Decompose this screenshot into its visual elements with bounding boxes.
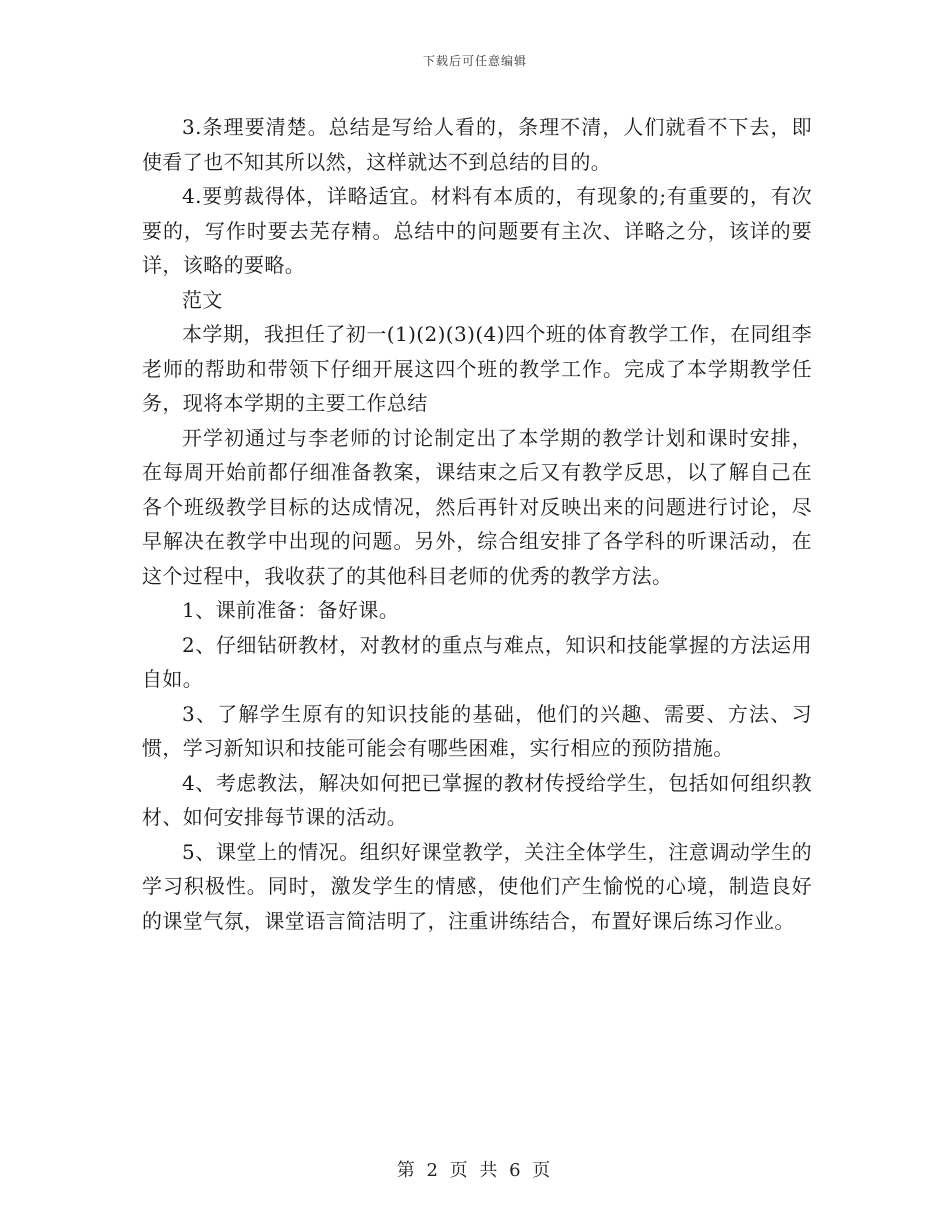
page-header: 下载后可任意编辑 <box>422 54 527 68</box>
paragraph-clarity: 3.条理要清楚。总结是写给人看的，条理不清，人们就看不下去，即使看了也不知其所以然，这样就达不到总结的目的。 <box>142 115 812 174</box>
paragraph-semester-intro: 本学期，我担任了初一(1)(2)(3)(4)四个班的体育教学工作，在同组李老师的帮助和带领下仔细开展这四个班的教学工作。完成了本学期教学任务，现将本学期的主要工作总结 <box>142 322 812 415</box>
list-item-2: 2、仔细钻研教材，对教材的重点与难点，知识和技能掌握的方法运用自如。 <box>142 632 812 691</box>
paragraph-teaching-plan: 开学初通过与李老师的讨论制定出了本学期的教学计划和课时安排，在每周开始前都仔细准备教案，课结束之后又有教学反思，以了解自己在各个班级教学目标的达成情况，然后再针对反映出来的问题进行讨论，尽早解决在教学中出现的问题。另外，综合组安排了各学科的听课活动，在这个过程中，我收获了的其他科目老师的优秀的教学方法。 <box>142 425 812 588</box>
list-item-5: 5、课堂上的情况。组织好课堂教学，关注全体学生，注意调动学生的学习积极性。同时，激发学生的情感，使他们产生愉悦的心境，制造良好的课堂气氛，课堂语言简洁明了，注重讲练结合，布置好课后练习作业。 <box>142 839 812 933</box>
list-item-3: 3、了解学生原有的知识技能的基础，他们的兴趣、需要、方法、习惯，学习新知识和技能可能会有哪些困难，实行相应的预防措施。 <box>142 701 812 760</box>
paragraph-editing: 4.要剪裁得体，详略适宜。材料有本质的，有现象的;有重要的，有次要的，写作时要去芜存精。总结中的问题要有主次、详略之分，该详的要详，该略的要略。 <box>142 184 812 277</box>
document-body <box>142 110 812 938</box>
list-item-4: 4、考虑教法，解决如何把已掌握的教材传授给学生，包括如何组织教材、如何安排每节课的活动。 <box>142 770 812 829</box>
list-item-1: 1、课前准备：备好课。 <box>182 598 400 622</box>
section-heading-sample: 范文 <box>182 287 223 312</box>
page-number-footer: 第 2 页 共 6 页 <box>396 1160 554 1181</box>
